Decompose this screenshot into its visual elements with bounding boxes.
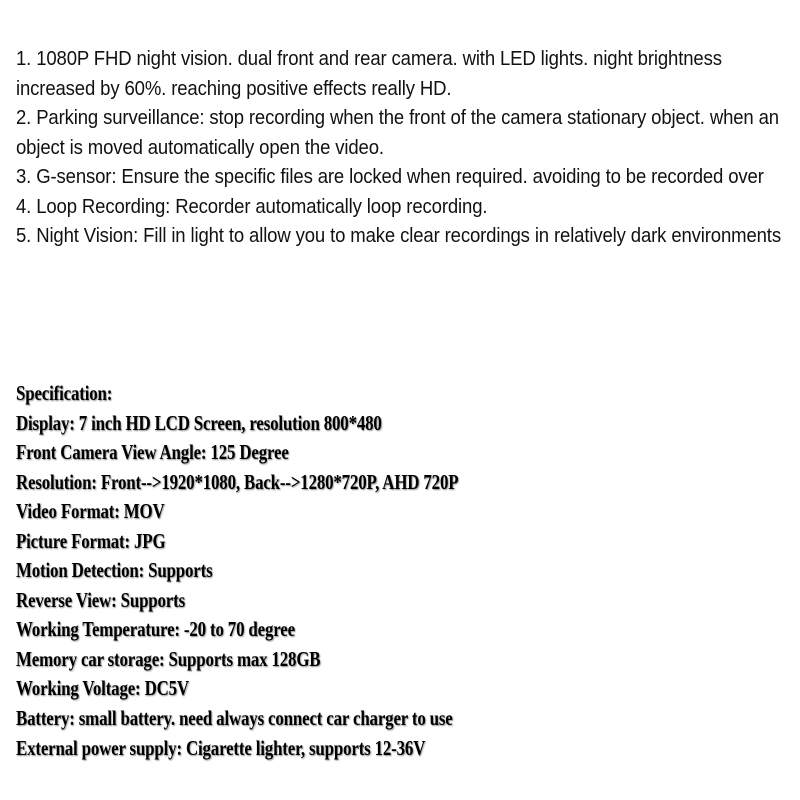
spec-line-motion-detection: Motion Detection: Supports [16, 560, 213, 583]
spec-line-video-format: Video Format: MOV [16, 501, 165, 524]
spec-line-reverse-view: Reverse View: Supports [16, 589, 185, 612]
feature-item-2: 2. Parking surveillance: stop recording when the front of the camera stationary object. when an object is moved automatically open the video. [16, 106, 779, 159]
spec-line-picture-format: Picture Format: JPG [16, 530, 166, 553]
spec-line-display: Display: 7 inch HD LCD Screen, resolution 800*480 [16, 412, 382, 435]
feature-item-1: 1. 1080P FHD night vision. dual front and rear camera. with LED lights. night brightness increased by 60%. reaching positive effects really HD. [16, 47, 722, 100]
spec-line-external-power: External power supply: Cigarette lighter, supports 12-36V [16, 737, 426, 760]
specification-heading: Specification: [16, 383, 113, 405]
feature-list [16, 44, 799, 251]
feature-item-4: 4. Loop Recording: Recorder automatically loop recording. [16, 194, 488, 218]
feature-item-3: 3. G-sensor: Ensure the specific files are locked when required. avoiding to be recorded over [16, 165, 764, 188]
spec-line-memory-storage: Memory car storage: Supports max 128GB [16, 648, 321, 671]
spec-line-view-angle: Front Camera View Angle: 125 Degree [16, 442, 289, 465]
spec-line-working-temperature: Working Temperature: -20 to 70 degree [16, 619, 295, 642]
spec-line-resolution: Resolution: Front-->1920*1080, Back-->1280*720P, AHD 720P [16, 471, 459, 494]
spec-line-battery: Battery: small battery. need always connect car charger to use [16, 708, 453, 731]
specification-section [16, 380, 754, 764]
spec-line-working-voltage: Working Voltage: DC5V [16, 678, 189, 701]
feature-item-5: 5. Night Vision: Fill in light to allow you to make clear recordings in relatively dark environments [16, 224, 781, 247]
